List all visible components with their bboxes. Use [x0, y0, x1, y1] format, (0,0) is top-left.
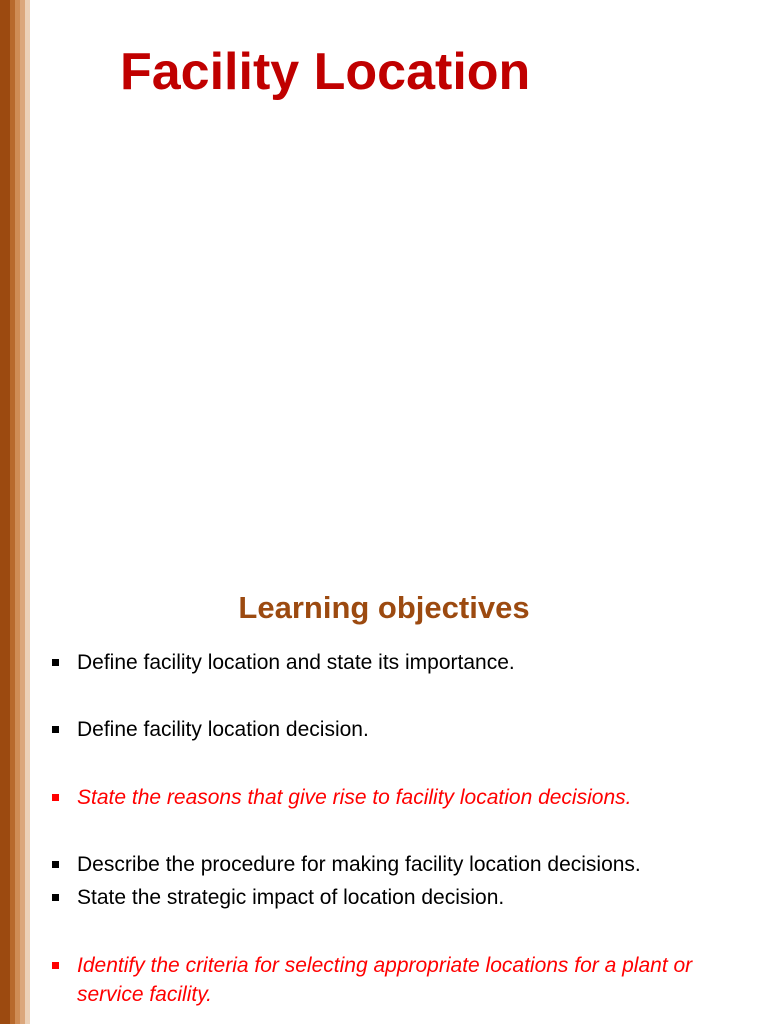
section-heading: [0, 590, 768, 626]
objective-text: State the reasons that give rise to facility location decisions.: [77, 786, 632, 809]
objective-text: Define facility location decision.: [77, 718, 369, 741]
objective-text: Define facility location and state its importance.: [77, 651, 515, 674]
stripe: [25, 0, 30, 1024]
objective-item: [48, 850, 738, 879]
objective-item-emphasized: [48, 783, 738, 812]
objective-text: Identify the criteria for selecting appropriate locations for a plant or service facility.: [77, 954, 693, 1006]
objective-item: [48, 883, 738, 912]
objective-item: [48, 715, 738, 744]
stripe: [0, 0, 10, 1024]
decorative-side-stripes: [0, 0, 30, 1024]
objective-text: State the strategic impact of location decision.: [77, 886, 505, 909]
section-heading-text: Learning objectives: [238, 590, 530, 625]
square-bullet-icon: [48, 883, 77, 912]
square-bullet-icon: [48, 850, 77, 879]
square-bullet-icon: [48, 951, 77, 980]
objective-item: [48, 648, 738, 677]
square-bullet-icon: [48, 715, 77, 744]
square-bullet-icon: [48, 648, 77, 677]
objective-text: Describe the procedure for making facility location decisions.: [77, 853, 641, 876]
slide-title: Facility Location: [120, 43, 531, 101]
square-bullet-icon: [48, 783, 77, 812]
objective-item-emphasized: [48, 951, 738, 1009]
